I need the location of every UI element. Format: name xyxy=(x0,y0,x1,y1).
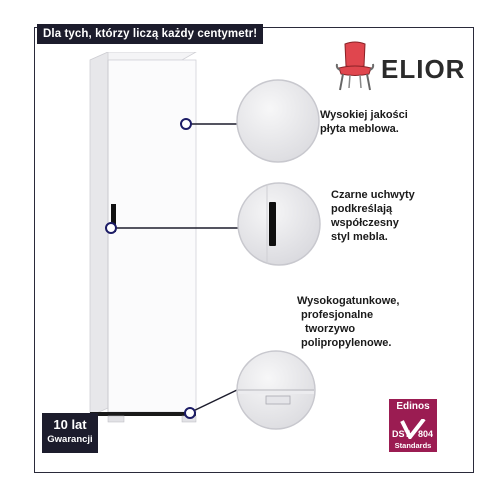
cabinet-image xyxy=(86,52,206,424)
brand-name: ELIOR xyxy=(381,54,466,84)
zoom-board-surface xyxy=(236,79,320,163)
edinos-checkmark-icon xyxy=(392,419,434,439)
warranty-years: 10 lat xyxy=(53,417,87,432)
zoom-handle xyxy=(237,182,321,266)
edinos-code-right: 804 xyxy=(418,429,434,439)
edinos-standards: Standards xyxy=(394,441,432,450)
warranty-label: Gwarancji xyxy=(47,434,93,445)
door-handle xyxy=(111,204,116,232)
zoom-plinth xyxy=(236,350,316,430)
warranty-badge xyxy=(42,413,98,453)
feature-handle-text: Czarne uchwyty podkreślają współczesny styl mebla. xyxy=(331,189,415,243)
promo-banner: Dla tych, którzy liczą każdy centymetr! xyxy=(37,24,263,44)
edinos-code-left: DST xyxy=(392,429,410,439)
edinos-badge xyxy=(389,399,437,452)
feature-board-text: Wysokiej jakości płyta meblowa. xyxy=(320,109,408,135)
feature-material-text: Wysokogatunkowe, profesjonalne tworzywo polipropylenowe. xyxy=(297,295,400,349)
edinos-name: Edinos xyxy=(396,401,430,412)
